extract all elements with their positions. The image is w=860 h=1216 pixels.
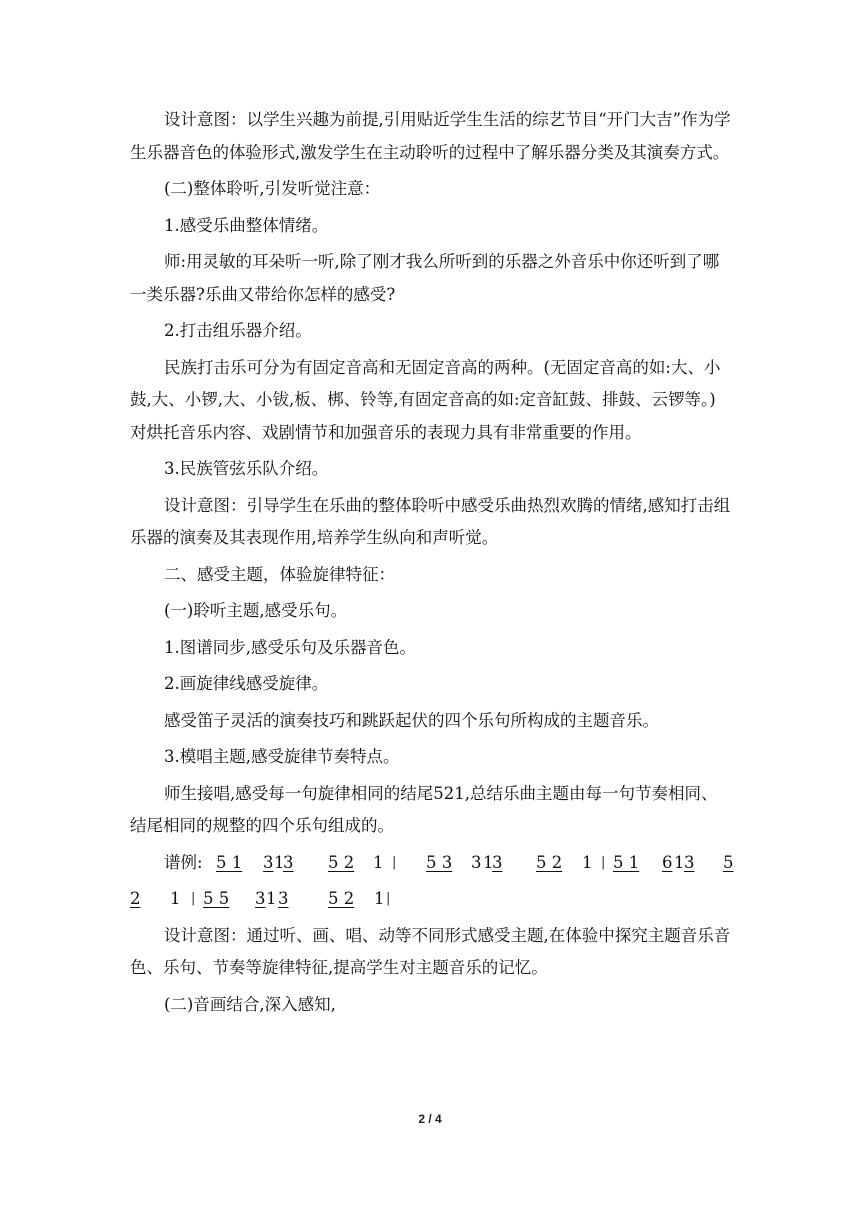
score-example-line-1 (130, 847, 732, 880)
score-line-1-note: 1 (674, 852, 685, 872)
score-line-2-note: 1 (374, 889, 385, 908)
paragraph-design-intent-1: 设计意图：以学生兴趣为前提,引用贴近学生生活的综艺节目“开门大吉”作为学生乐器音色的体验形式,激发学生在主动聆听的过程中了解乐器分类及其演奏方式。 (130, 110, 731, 162)
score-line-2-note: 2 (130, 889, 141, 908)
score-line-1-note: 1 (373, 852, 384, 872)
score-line-1-note: 1 (582, 852, 593, 872)
score-example-line-2 (130, 883, 732, 916)
score-line-1-note: 5 1 (613, 852, 640, 872)
score-line-1-note: 3 (283, 852, 294, 872)
paragraph-flute-technique: 感受笛子灵活的演奏技巧和跳跃起伏的四个乐句所构成的主题音乐。 (164, 710, 659, 730)
score-line-1-note: 5 2 (328, 852, 355, 872)
score-barline: | (191, 891, 196, 906)
paragraph-percussion-description: 民族打击乐可分为有固定音高和无固定音高的两种。(无固定音高的如:大、小鼓,大、小锣,大、小钹,板、梆、铃等,有固定音高的如:定音缸鼓、排鼓、云锣等。)对烘托音乐内容、戏剧情节和加强音乐的表现力具有非常重要的作用。 (130, 357, 721, 442)
paragraph-teacher-question: 师:用灵敏的耳朵听一听,除了刚才我么所听到的乐器之外音乐中你还听到了哪一类乐器?乐曲又带给你怎样的感受? (130, 252, 720, 304)
section-heading-theme: 二、感受主题，体验旋律特征： (164, 564, 395, 584)
list-item-orchestra-intro: 3.民族管弦乐队介绍。 (164, 459, 329, 478)
list-item-graphic-score: 1.图谱同步,感受乐句及乐器音色。 (164, 637, 416, 657)
score-line-1-note: 5 (723, 852, 734, 872)
score-line-1-note: 1 (274, 852, 285, 872)
subsection-heading-listen-theme: (一)聆听主题,感受乐句。 (164, 601, 348, 620)
page-number: 2 / 4 (418, 1112, 442, 1126)
score-barline: | (386, 891, 391, 906)
score-line-2-note: 5 2 (328, 889, 355, 908)
score-line-2-note: 1 (266, 889, 277, 908)
score-line-1-note: 5 1 (216, 852, 243, 872)
score-line-1-note: 1 (483, 852, 494, 872)
list-item-feel-mood: 1.感受乐曲整体情绪。 (164, 215, 329, 235)
score-barline: | (601, 854, 606, 870)
paragraph-design-intent-2: 设计意图：引导学生在乐曲的整体聆听中感受乐曲热烈欢腾的情绪,感知打击组乐器的演奏及其表现作用,培养学生纵向和声听觉。 (130, 495, 731, 547)
score-label: 谱例: (164, 852, 203, 872)
score-line-2-note: 1 (170, 889, 181, 908)
score-line-1-note: 6 (662, 852, 673, 872)
list-item-sing-theme: 3.模唱主题,感受旋律节奏特点。 (164, 747, 400, 766)
score-line-1-note: 5 2 (536, 852, 563, 872)
document-body (130, 104, 732, 1021)
score-barline: | (392, 854, 397, 870)
score-line-1-note: 5 3 (426, 852, 453, 872)
subsection-heading-audio-visual: (二)音画结合,深入感知, (164, 994, 336, 1014)
score-line-2-note: 3 (278, 889, 289, 908)
score-line-1-note: 3 (471, 852, 482, 872)
score-line-1-note: 3 (263, 852, 274, 872)
list-item-melody-line: 2.画旋律线感受旋律。 (164, 674, 329, 693)
score-line-1-note: 3 (492, 852, 503, 872)
score-line-1-note: 3 (684, 852, 695, 872)
section-heading-overall-listening: (二)整体聆听,引发听觉注意： (164, 179, 381, 198)
score-line-2-note: 3 (255, 889, 266, 908)
score-line-2-note: 5 5 (203, 889, 230, 908)
list-item-percussion-intro: 2.打击组乐器介绍。 (164, 321, 312, 340)
paragraph-call-response: 师生接唱,感受每一句旋律相同的结尾521,总结乐曲主题由每一句节奏相同、结尾相同的规整的四个乐句组成的。 (130, 783, 718, 835)
paragraph-design-intent-3: 设计意图：通过听、画、唱、动等不同形式感受主题,在体验中探究主题音乐音色、乐句、节奏等旋律特征,提高学生对主题音乐的记忆。 (130, 925, 731, 977)
